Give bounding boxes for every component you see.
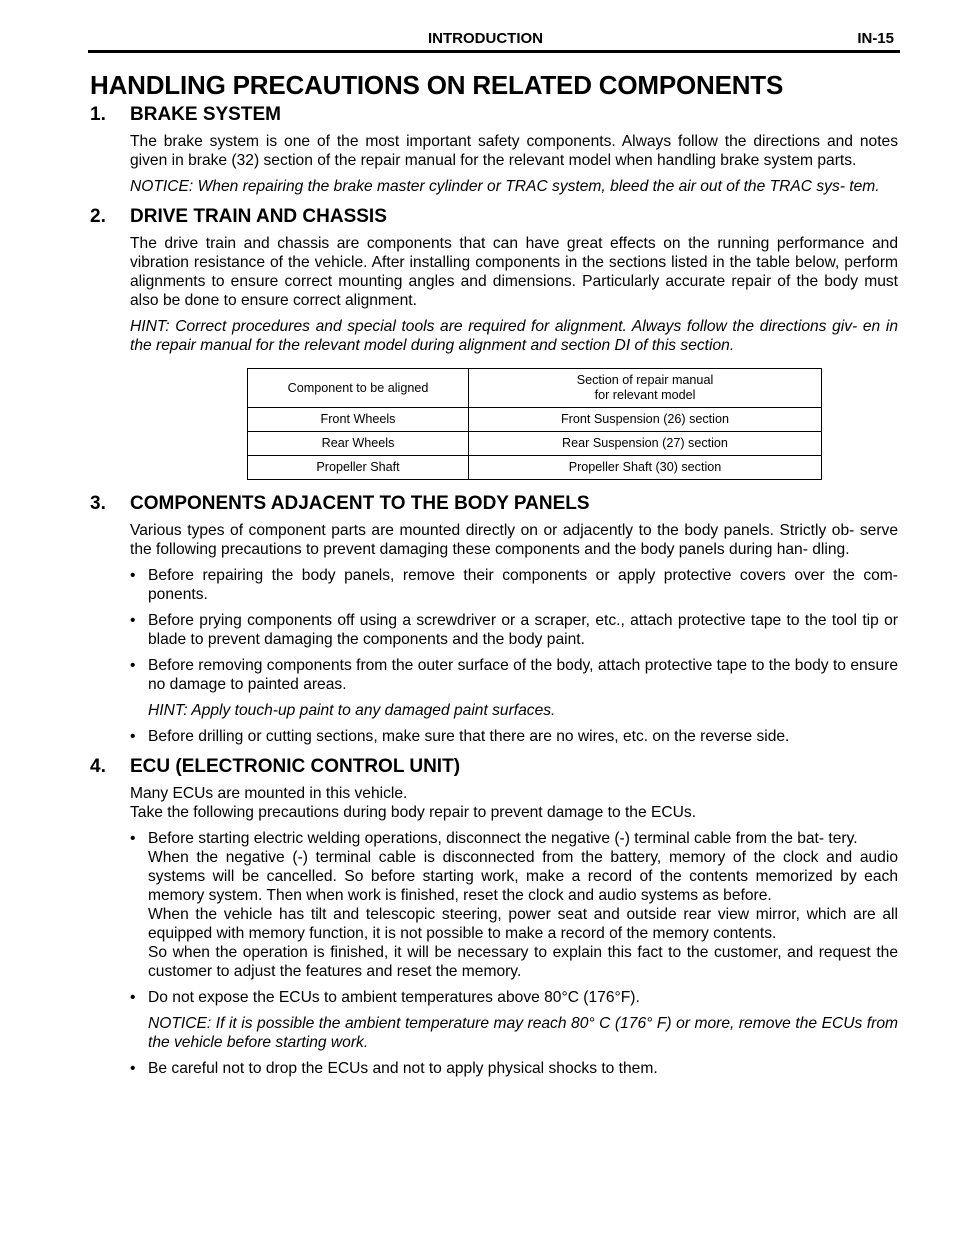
precaution-list	[130, 727, 898, 746]
list-item-text: Before removing components from the outer surface of the body, attach protective tape to the body to ensure no damage to painted areas.	[148, 657, 898, 693]
table-header-line: Section of repair manual	[576, 373, 714, 387]
list-item	[130, 829, 898, 981]
section-heading	[90, 756, 898, 778]
table-header-cell	[469, 369, 822, 408]
table-header-cell: Component to be aligned	[248, 369, 469, 408]
page-header	[88, 30, 900, 52]
list-item-text: When the vehicle has tilt and telescopic steering, power seat and outside rear view mirror, which are all equipped with memory function, it is not possible to make a record of the memory contents.	[148, 906, 898, 942]
section-drive-train	[90, 206, 898, 480]
header-rule	[88, 50, 900, 53]
alignment-table	[247, 368, 822, 480]
paragraph	[130, 784, 898, 822]
notice-text: NOTICE: When repairing the brake master cylinder or TRAC system, bleed the air out of the TRAC sys- tem.	[130, 178, 880, 195]
section-number: 1.	[90, 104, 106, 125]
precaution-list	[130, 1059, 898, 1078]
table-header-row	[248, 369, 822, 408]
bullet-icon: •	[130, 612, 136, 629]
list-item	[130, 611, 898, 649]
list-item-text: Before starting electric welding operations, disconnect the negative (-) terminal cable from the bat- tery.	[148, 830, 858, 847]
table-cell: Propeller Shaft (30) section	[469, 456, 822, 480]
bullet-icon: •	[130, 830, 136, 847]
table-cell: Rear Suspension (27) section	[469, 432, 822, 456]
bullet-icon: •	[130, 728, 136, 745]
document-body	[90, 104, 898, 1088]
page-number: IN-15	[857, 30, 894, 47]
list-item-text: Before repairing the body panels, remove their components or apply protective covers over the com- ponents.	[148, 567, 898, 603]
section-title: ECU (ELECTRONIC CONTROL UNIT)	[130, 756, 461, 777]
precaution-list	[130, 566, 898, 694]
table-row	[248, 432, 822, 456]
paragraph: Various types of component parts are mounted directly on or adjacently to the body panels. Strictly ob- serve the following precautions to prevent damaging these components and the body panels during han- dling.	[130, 522, 898, 558]
section-heading	[90, 104, 898, 126]
table-row	[248, 456, 822, 480]
section-title: DRIVE TRAIN AND CHASSIS	[130, 206, 387, 227]
table-cell: Front Wheels	[248, 408, 469, 432]
section-title: BRAKE SYSTEM	[130, 104, 281, 125]
paragraph: The drive train and chassis are components that can have great effects on the running performance and vibration resistance of the vehicle. After installing components in the sections listed in the table below, perform alignments to ensure correct mounting angles and dimensions. Particularly accurate repair of the body must also be done to ensure correct alignment.	[130, 235, 898, 309]
bullet-icon: •	[130, 567, 136, 584]
list-item	[130, 988, 898, 1007]
list-item-text: Before drilling or cutting sections, make sure that there are no wires, etc. on the reverse side.	[148, 728, 790, 745]
notice-text: NOTICE: If it is possible the ambient temperature may reach 80° C (176° F) or more, remove the ECUs from the vehicle before starting work.	[148, 1015, 898, 1051]
section-heading	[90, 493, 898, 515]
list-item-text: Be careful not to drop the ECUs and not to apply physical shocks to them.	[148, 1060, 658, 1077]
table-header-line: for relevant model	[594, 388, 696, 402]
list-item-text: Before prying components off using a screwdriver or a scraper, etc., attach protective tape to the tool tip or blade to prevent damaging the components and the body paint.	[148, 612, 898, 648]
paragraph-line: Take the following precautions during body repair to prevent damage to the ECUs.	[130, 804, 697, 821]
section-number: 2.	[90, 206, 106, 227]
bullet-icon: •	[130, 657, 136, 674]
paragraph: The brake system is one of the most important safety components. Always follow the directions and notes given in brake (32) section of the repair manual for the relevant model when handling brake system parts.	[130, 133, 898, 169]
precaution-list	[130, 829, 898, 1007]
list-item	[130, 727, 898, 746]
section-heading	[90, 206, 898, 228]
section-number: 4.	[90, 756, 106, 777]
table-cell: Rear Wheels	[248, 432, 469, 456]
page-title: HANDLING PRECAUTIONS ON RELATED COMPONENTS	[90, 70, 784, 100]
table-row	[248, 408, 822, 432]
list-item-text: Do not expose the ECUs to ambient temperatures above 80°C (176°F).	[148, 989, 640, 1006]
bullet-icon: •	[130, 989, 136, 1006]
list-item	[130, 566, 898, 604]
list-item	[130, 1059, 898, 1078]
section-ecu	[90, 756, 898, 1078]
header-title: INTRODUCTION	[428, 30, 543, 47]
paragraph-line: Many ECUs are mounted in this vehicle.	[130, 785, 408, 802]
hint-text: HINT: Correct procedures and special tools are required for alignment. Always follow the directions giv- en in the repair manual for the relevant model during alignment and section DI of this section.	[130, 318, 898, 354]
list-item-text: So when the operation is finished, it will be necessary to explain this fact to the customer, and request the customer to adjust the features and reset the memory.	[148, 944, 898, 980]
section-body-panels	[90, 493, 898, 746]
list-item	[130, 656, 898, 694]
hint-text: HINT: Apply touch-up paint to any damaged paint surfaces.	[148, 702, 556, 719]
section-number: 3.	[90, 493, 106, 514]
table-cell: Front Suspension (26) section	[469, 408, 822, 432]
section-title: COMPONENTS ADJACENT TO THE BODY PANELS	[130, 493, 590, 514]
section-brake-system	[90, 104, 898, 196]
table-cell: Propeller Shaft	[248, 456, 469, 480]
bullet-icon: •	[130, 1060, 136, 1077]
list-item-text: When the negative (-) terminal cable is disconnected from the battery, memory of the clock and audio systems will be cancelled. So before starting work, make a record of the contents memorized by each memory system. Then when work is finished, reset the clock and audio systems as before.	[148, 849, 898, 904]
